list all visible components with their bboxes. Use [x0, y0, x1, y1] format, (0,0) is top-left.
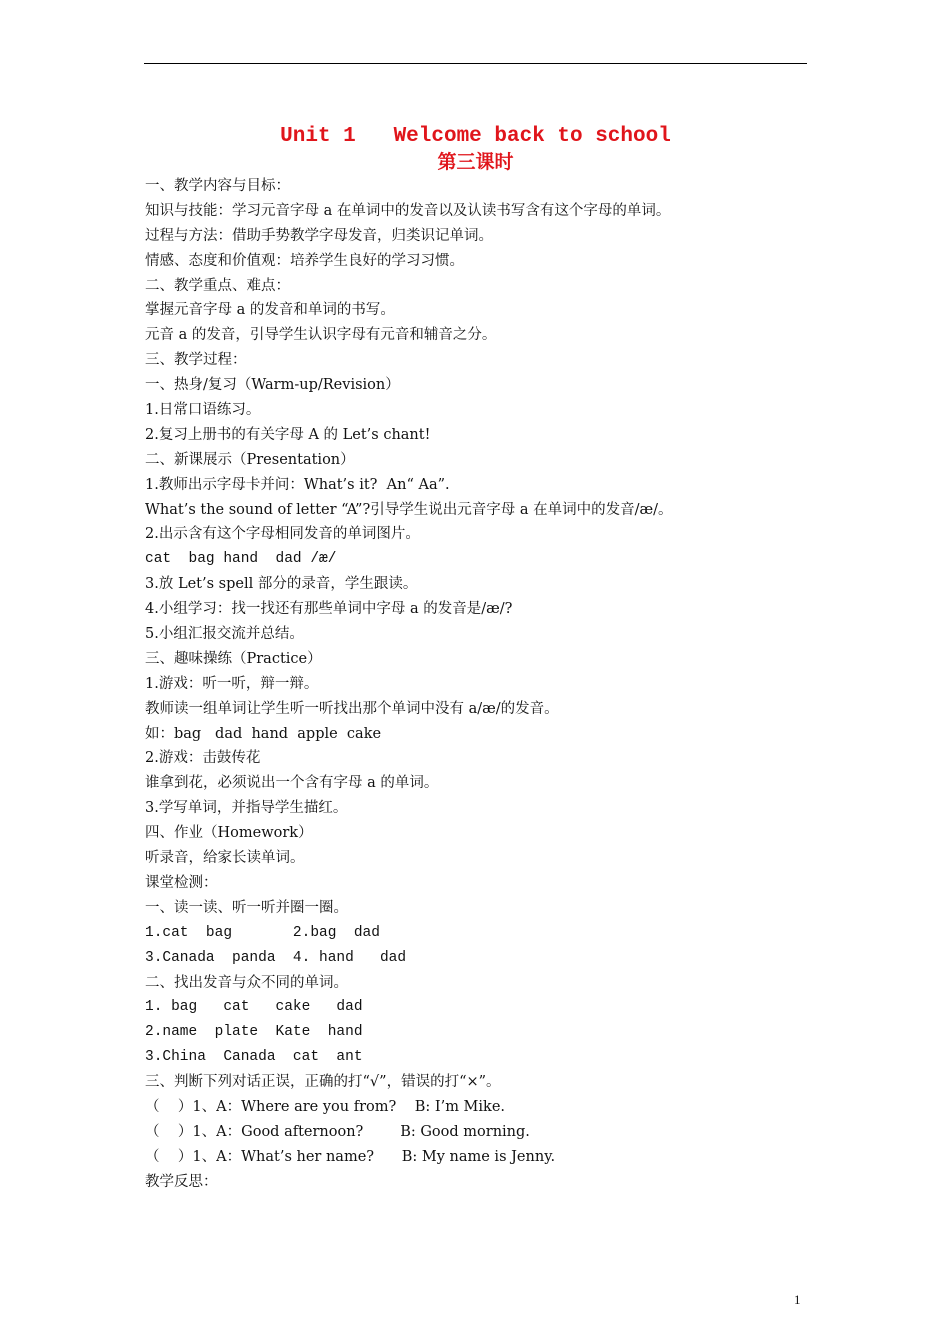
- text-line: 1. bag cat cake dad: [145, 999, 363, 1016]
- text-line: 2.出示含有这个字母相同发音的单词图片。: [145, 526, 420, 543]
- text-line: 元音 a 的发音，引导学生认识字母有元音和辅音之分。: [145, 327, 497, 344]
- text-line: 知识与技能：学习元音字母 a 在单词中的发音以及认读书写含有这个字母的单词。: [145, 202, 671, 219]
- text-line: 课堂检测：: [145, 874, 218, 891]
- text-line: 一、读一读、听一听并圈一圈。: [145, 899, 348, 916]
- text-line: 三、趣味操练（Practice）: [145, 650, 322, 667]
- text-line: 4.小组学习：找一找还有那些单词中字母 a 的发音是/æ/?: [145, 601, 513, 618]
- text-line: 四、作业（Homework）: [145, 825, 313, 842]
- text-line: 如：bag dad hand apple cake: [145, 725, 382, 742]
- text-line: 三、教学过程：: [145, 352, 247, 369]
- text-line: 教学反思：: [145, 1173, 218, 1190]
- text-line: cat bag hand dad /æ/: [145, 551, 337, 568]
- text-line: 5.小组汇报交流并总结。: [145, 626, 304, 643]
- text-line: 3.学写单词，并指导学生描红。: [145, 800, 348, 817]
- header-rule: [144, 63, 807, 64]
- page-title: Unit 1 Welcome back to school: [280, 125, 671, 148]
- document-body: [145, 174, 825, 1195]
- text-line: 2.复习上册书的有关字母 A 的 Let’s chant!: [145, 426, 431, 443]
- text-line: 一、热身/复习（Warm-up/Revision）: [145, 377, 400, 394]
- text-line: 1.日常口语练习。: [145, 402, 261, 419]
- text-line: （ ）1、A：What’s her name? B: My name is Jenny.: [145, 1148, 556, 1165]
- text-line: （ ）1、A：Good afternoon? B: Good morning.: [145, 1123, 530, 1140]
- text-line: 情感、态度和价值观：培养学生良好的学习习惯。: [145, 252, 464, 269]
- text-line: 1.cat bag 2.bag dad: [145, 924, 380, 941]
- text-line: 二、找出发音与众不同的单词。: [145, 974, 348, 991]
- title-block: [144, 124, 807, 174]
- page-number: 1: [794, 1292, 801, 1307]
- text-line: 听录音，给家长读单词。: [145, 850, 305, 867]
- text-line: 二、新课展示（Presentation）: [145, 451, 355, 468]
- text-line: 教师读一组单词让学生听一听找出那个单词中没有 a/æ/的发音。: [145, 700, 559, 717]
- text-line: 1.游戏：听一听，辩一辩。: [145, 675, 319, 692]
- text-line: 掌握元音字母 a 的发音和单词的书写。: [145, 302, 395, 319]
- text-line: 谁拿到花，必须说出一个含有字母 a 的单词。: [145, 775, 439, 792]
- text-line: 2.name plate Kate hand: [145, 1024, 363, 1041]
- text-line: 二、教学重点、难点：: [145, 277, 290, 294]
- text-line: What’s the sound of letter “A”?引导学生说出元音字母 a 在单词中的发音/æ/。: [145, 501, 673, 518]
- text-line: 3.放 Let’s spell 部分的录音，学生跟读。: [145, 576, 418, 593]
- text-line: 1.教师出示字母卡并问：What’s it? An“ Aa”.: [145, 476, 450, 493]
- text-line: 3.Canada panda 4. hand dad: [145, 949, 407, 966]
- text-line: （ ）1、A：Where are you from? B: I’m Mike.: [145, 1098, 506, 1115]
- page-subtitle: 第三课时: [437, 151, 514, 173]
- text-line: 2.游戏：击鼓传花: [145, 750, 261, 767]
- text-line: 过程与方法：借助手势教学字母发音，归类识记单词。: [145, 227, 493, 244]
- text-line: 三、判断下列对话正误，正确的打“√”，错误的打“×”。: [145, 1074, 501, 1091]
- text-line: 一、教学内容与目标：: [145, 178, 290, 194]
- text-line: 3.China Canada cat ant: [145, 1049, 363, 1066]
